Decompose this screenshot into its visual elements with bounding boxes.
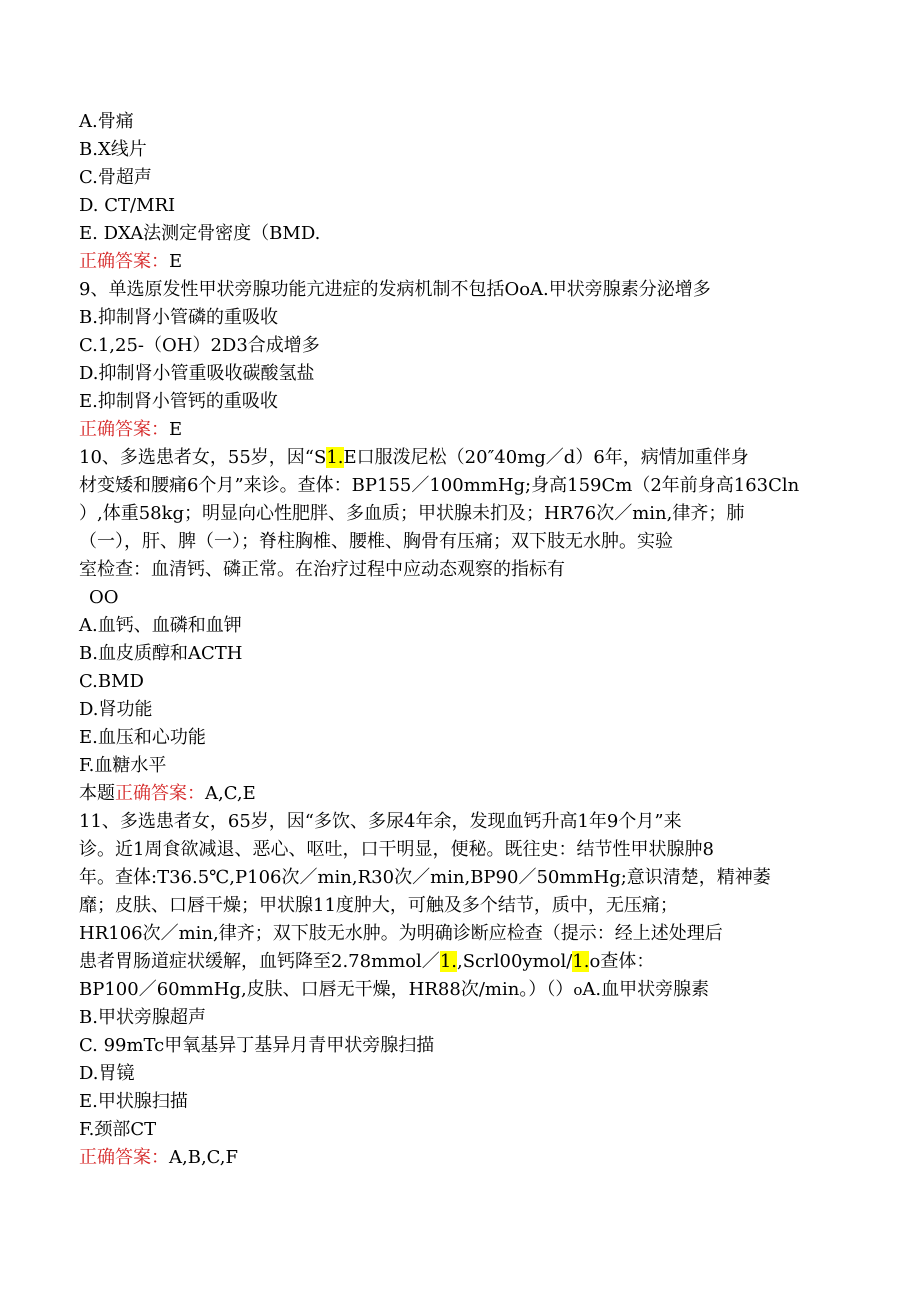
q10-stem-text: 10、多选患者女，55岁，因“S [79,447,327,468]
q10-option-b: B.血皮质醇和ACTH [79,643,243,664]
q10-option-c: C.BMD [79,671,144,692]
document-page [79,108,849,1172]
q10-stem-line: （一），肝、脾（一）；脊柱胸椎、腰椎、胸骨有压痛；双下肢无水肿。实验 [79,531,673,552]
q8-option-e: E. DXA法测定骨密度（BMD. [79,223,321,244]
q11-stem-line: 11、多选患者女，65岁，因“多饮、多尿4年余，发现血钙升高1年9个月”来 [79,811,682,832]
q11-stem-line: 年。查体:T36.5℃,P106次／min,R30次／min,BP90／50mmHg;意识清楚，精神萎 [79,867,771,888]
q11-stem-text: 患者胃肠道症状缓解，血钙降至2.78mmol／ [79,951,440,972]
q11-stem-line: 靡；皮肤、口唇干燥；甲状腺11度肿大，可触及多个结节，质中，无压痛； [79,895,678,916]
q11-option-f: F.颈部CT [79,1119,157,1140]
q11-stem-text: BP100／60mmHg,皮肤、口唇无干燥，HR88次/min。）（） [79,979,574,1000]
highlight-mark: 1. [326,447,344,468]
answer-label: 正确答案： [79,1147,169,1168]
q9-option-d: D.抑制肾小管重吸收碳酸氢盐 [79,363,315,384]
q8-option-d: D. CT/MRI [79,195,176,216]
q8-option-c: C.骨超声 [79,167,152,188]
q10-option-d: D.肾功能 [79,699,153,720]
q10-option-e: E.血压和心功能 [79,727,206,748]
q10-option-f: F.血糖水平 [79,755,167,776]
answer-value: A,B,C,F [169,1147,239,1168]
q9-option-e: E.抑制肾小管钙的重吸收 [79,391,278,412]
q11-stem-line [79,976,849,1004]
q11-stem-line: 诊。近1周食欲减退、恶心、呕吐，口干明显，便秘。既往史：结节性甲状腺肿8 [79,839,714,860]
q9-stem: 9、单选原发性甲状旁腺功能亢进症的发病机制不包括OoA.甲状旁腺素分泌增多 [79,279,711,300]
q11-stem-text: ,Scrl00ymol/ [457,951,573,972]
q9-answer [79,416,849,444]
answer-value: E [169,251,183,272]
answer-label: 正确答案： [79,251,169,272]
answer-label: 正确答案： [79,419,169,440]
q8-option-b: B.X线片 [79,139,147,160]
q10-stem-line [79,444,849,472]
answer-prefix: 本题 [79,783,115,804]
q10-stem-line: 室检查：血清钙、磷正常。在治疗过程中应动态观察的指标有 [79,559,565,580]
highlight-mark: 1. [439,951,457,972]
q9-option-b: B.抑制肾小管磷的重吸收 [79,307,278,328]
q8-answer [79,248,849,276]
answer-label: 正确答案： [115,783,205,804]
q10-stem-text: E口服泼尼松（20″40mg／d）6年，病情加重伴身 [343,447,749,468]
answer-value: A,C,E [205,783,256,804]
q11-stem-text: o [573,981,583,999]
q11-option-e: E.甲状腺扫描 [79,1091,188,1112]
answer-value: E [169,419,183,440]
q10-stem-line: 材变矮和腰痛6个月”来诊。查体：BP155／100mmHg;身高159Cm（2年前身高163Cln [79,475,800,496]
q8-option-a: A.骨痛 [79,111,134,132]
q11-option-a: A.血甲状旁腺素 [582,979,710,1000]
q11-answer [79,1144,849,1172]
q10-stem-line: OO [89,587,119,608]
q11-stem-line [79,948,849,976]
q10-stem-line: ）,体重58kg；明显向心性肥胖、多血质；甲状腺未扪及；HR76次／min,律齐；肺 [79,503,745,524]
q11-option-c: C. 99mTc甲氧基异丁基异月青甲状旁腺扫描 [79,1035,435,1056]
q11-stem-line: HR106次／min,律齐；双下肢无水肿。为明确诊断应检查（提示：经上述处理后 [79,923,723,944]
q9-option-c: C.1,25-（OH）2D3合成增多 [79,335,320,356]
q10-answer [79,780,849,808]
q11-option-b: B.甲状旁腺超声 [79,1007,206,1028]
q11-option-d: D.胃镜 [79,1063,135,1084]
highlight-mark: 1. [572,951,590,972]
q10-option-a: A.血钙、血磷和血钾 [79,615,242,636]
q11-stem-text: o查体： [589,951,655,972]
